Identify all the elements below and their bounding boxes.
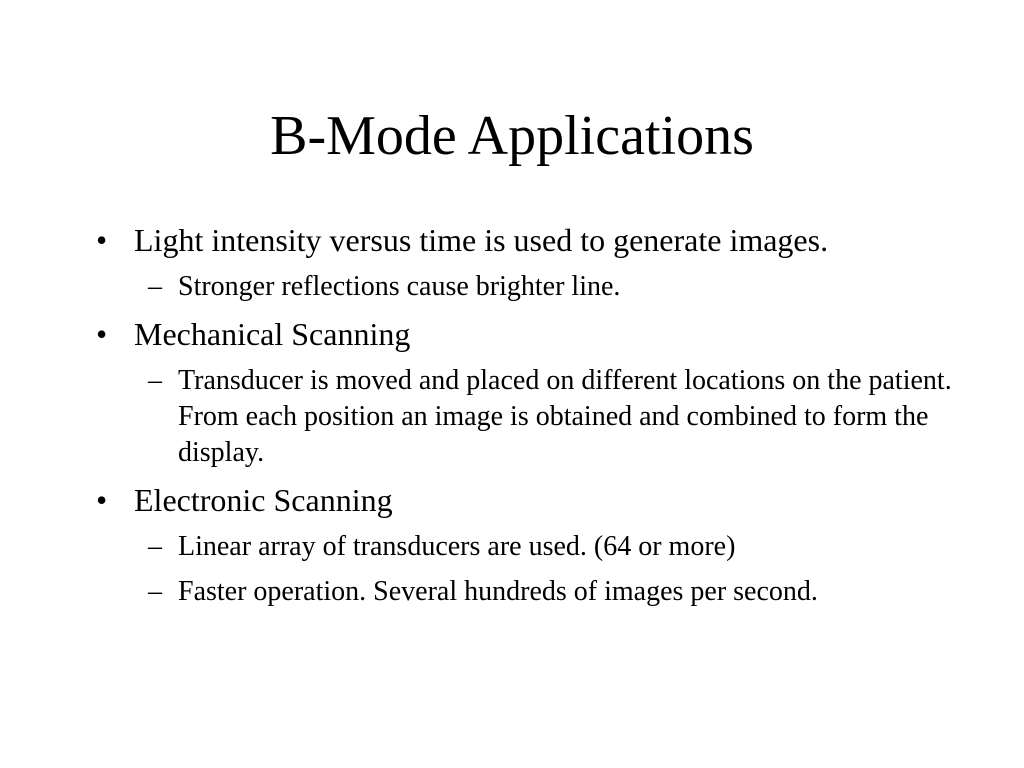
sub-bullet-item — [148, 529, 956, 565]
dash-marker: – — [148, 576, 162, 607]
bullet-item — [96, 220, 956, 260]
bullet-marker: • — [96, 482, 108, 518]
dash-marker: – — [148, 365, 162, 396]
sub-bullet-item — [148, 269, 956, 305]
bullet-text: Mechanical Scanning — [134, 316, 411, 352]
bullet-marker: • — [96, 222, 108, 258]
bullet-list — [96, 220, 956, 619]
dash-marker: – — [148, 271, 162, 302]
sub-bullet-item — [148, 574, 956, 610]
bullet-item — [96, 480, 956, 520]
sub-bullet-text: Stronger reflections cause brighter line. — [178, 271, 621, 302]
sub-bullet-text: Transducer is moved and placed on different locations on the patient. From each position an image is obtained and combined to form the display. — [178, 365, 952, 468]
bullet-text: Light intensity versus time is used to generate images. — [134, 222, 829, 258]
bullet-item — [96, 314, 956, 354]
bullet-marker: • — [96, 316, 108, 352]
sub-bullet-text: Faster operation. Several hundreds of images per second. — [178, 576, 818, 607]
dash-marker: – — [148, 531, 162, 562]
bullet-text: Electronic Scanning — [134, 482, 393, 518]
sub-bullet-text: Linear array of transducers are used. (64 or more) — [178, 531, 736, 562]
sub-bullet-item — [148, 363, 956, 471]
slide-title: B-Mode Applications — [270, 105, 754, 167]
